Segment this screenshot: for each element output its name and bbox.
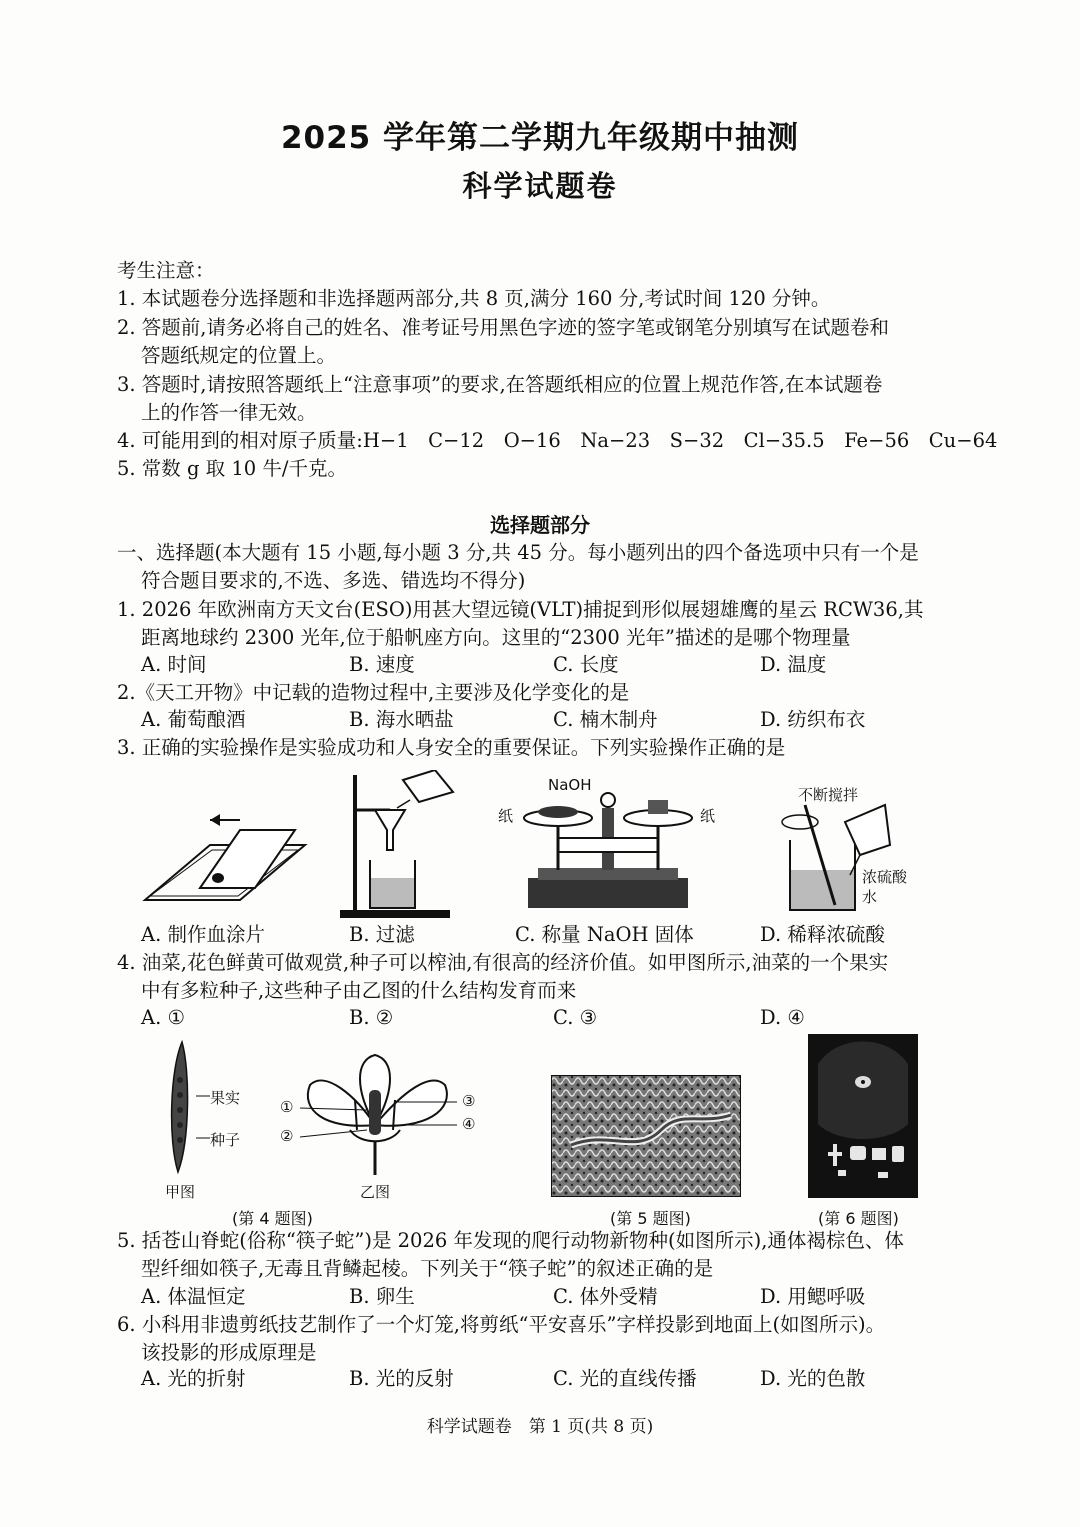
q3-option-a: A. 制作血涂片 [141, 923, 265, 946]
question-2-text: 2.《天工开物》中记载的造物过程中,主要涉及化学变化的是 [117, 681, 630, 704]
q1-option-d: D. 温度 [760, 653, 827, 676]
question-1-text: 1. 2026 年欧洲南方天文台(ESO)用甚大望远镜(VLT)捕捉到形似展翅雄鹰的星云 RCW36,其 [117, 598, 924, 621]
water-label: 水 [862, 888, 878, 906]
dilution-figure [770, 800, 900, 920]
q6-option-d: D. 光的色散 [760, 1367, 866, 1390]
q2-option-a: A. 葡萄酿酒 [141, 708, 246, 731]
flower-structure-figure [295, 1050, 465, 1175]
q4-option-c: C. ③ [553, 1006, 598, 1029]
paper-right-label: 纸 [700, 807, 716, 825]
exam-title: 2025 学年第二学期九年级期中抽测 [280, 120, 800, 156]
q5-option-d: D. 用鳃呼吸 [760, 1285, 866, 1308]
q3-option-b: B. 过滤 [349, 923, 415, 946]
q5-option-a: A. 体温恒定 [141, 1285, 246, 1308]
section-intro: 一、选择题(本大题有 15 小题,每小题 3 分,共 45 分。每小题列出的四个备选项中只有一个是 [117, 541, 919, 564]
notice-item: 4. 可能用到的相对原子质量:H−1 C−12 O−16 Na−23 S−32 Cl−35.5 Fe−56 Cu−64 [117, 429, 998, 452]
figure-4-caption: (第 4 题图) [232, 1209, 313, 1228]
q1-option-b: B. 速度 [349, 653, 415, 676]
section-intro: 符合题目要求的,不选、多选、错选均不得分) [141, 569, 526, 592]
notice-item: 3. 答题时,请按照答题纸上“注意事项”的要求,在答题纸相应的位置上规范作答,在本试题卷 [117, 373, 883, 396]
notice-item: 2. 答题前,请务必将自己的姓名、准考证号用黑色字迹的签字笔或钢笔分别填写在试题卷和 [117, 316, 890, 339]
q5-option-c: C. 体外受精 [553, 1285, 658, 1308]
yi-label: 乙图 [360, 1183, 391, 1201]
q2-option-b: B. 海水晒盐 [349, 708, 454, 731]
exam-subtitle: 科学试题卷 [462, 169, 618, 203]
notice-item: 5. 常数 g 取 10 牛/千克。 [117, 457, 347, 480]
q4-option-b: B. ② [349, 1006, 394, 1029]
page-footer: 科学试题卷 第 1 页(共 8 页) [426, 1417, 654, 1437]
rapeseed-pod-figure [160, 1040, 200, 1175]
q2-option-d: D. 纺织布衣 [760, 708, 866, 731]
q4-option-d: D. ④ [760, 1006, 805, 1029]
question-6-text: 该投影的形成原理是 [141, 1341, 317, 1364]
notice-heading: 考生注意： [117, 259, 215, 282]
acid-label: 浓硫酸 [862, 868, 908, 886]
question-3-text: 3. 正确的实验操作是实验成功和人身安全的重要保证。下列实验操作正确的是 [117, 736, 786, 759]
q4-option-a: A. ① [141, 1006, 185, 1029]
question-1-text: 距离地球约 2300 光年,位于船帆座方向。这里的“2300 光年”描述的是哪个物理量 [141, 626, 851, 649]
structure-4-label: ④ [462, 1115, 476, 1133]
structure-2-label: ② [280, 1127, 294, 1145]
snake-photo [551, 1075, 741, 1197]
notice-item: 1. 本试题卷分选择题和非选择题两部分,共 8 页,满分 160 分,考试时间 120 分钟。 [117, 287, 831, 310]
naoh-label: NaOH [548, 776, 592, 794]
question-5-text: 型纤细如筷子,无毒且背鳞起棱。下列关于“筷子蛇”的叙述正确的是 [141, 1257, 714, 1280]
question-6-text: 6. 小科用非遗剪纸技艺制作了一个灯笼,将剪纸“平安喜乐”字样投影到地面上(如图所示)。 [117, 1313, 886, 1336]
filtration-figure [335, 770, 465, 920]
q6-option-a: A. 光的折射 [141, 1367, 246, 1390]
q5-option-b: B. 卵生 [349, 1285, 415, 1308]
notice-item: 上的作答一律无效。 [141, 401, 317, 424]
seed-label: 种子 [210, 1131, 241, 1149]
question-4-text: 中有多粒种子,这些种子由乙图的什么结构发育而来 [141, 979, 577, 1002]
structure-3-label: ③ [462, 1092, 476, 1110]
lantern-projection-photo [808, 1034, 918, 1198]
q6-option-c: C. 光的直线传播 [553, 1367, 697, 1390]
structure-1-label: ① [280, 1098, 294, 1116]
q1-option-a: A. 时间 [141, 653, 207, 676]
fruit-label: 果实 [210, 1089, 241, 1107]
q3-option-d: D. 稀释浓硫酸 [760, 923, 885, 946]
blood-smear-figure [140, 800, 310, 910]
balance-figure [498, 778, 718, 918]
q1-option-c: C. 长度 [553, 653, 619, 676]
q6-option-b: B. 光的反射 [349, 1367, 454, 1390]
stir-label: 不断搅拌 [798, 786, 859, 804]
jia-label: 甲图 [165, 1183, 196, 1201]
section-title: 选择题部分 [490, 513, 590, 537]
q2-option-c: C. 楠木制舟 [553, 708, 658, 731]
figure-5-caption: (第 5 题图) [610, 1209, 691, 1228]
figure-6-caption: (第 6 题图) [818, 1209, 899, 1228]
notice-item: 答题纸规定的位置上。 [141, 344, 337, 367]
question-5-text: 5. 括苍山脊蛇(俗称“筷子蛇”)是 2026 年发现的爬行动物新物种(如图所示),通体褐棕色、体 [117, 1229, 904, 1252]
q3-option-c: C. 称量 NaOH 固体 [515, 923, 694, 946]
question-4-text: 4. 油菜,花色鲜黄可做观赏,种子可以榨油,有很高的经济价值。如甲图所示,油菜的一个果实 [117, 951, 889, 974]
paper-left-label: 纸 [498, 807, 514, 825]
